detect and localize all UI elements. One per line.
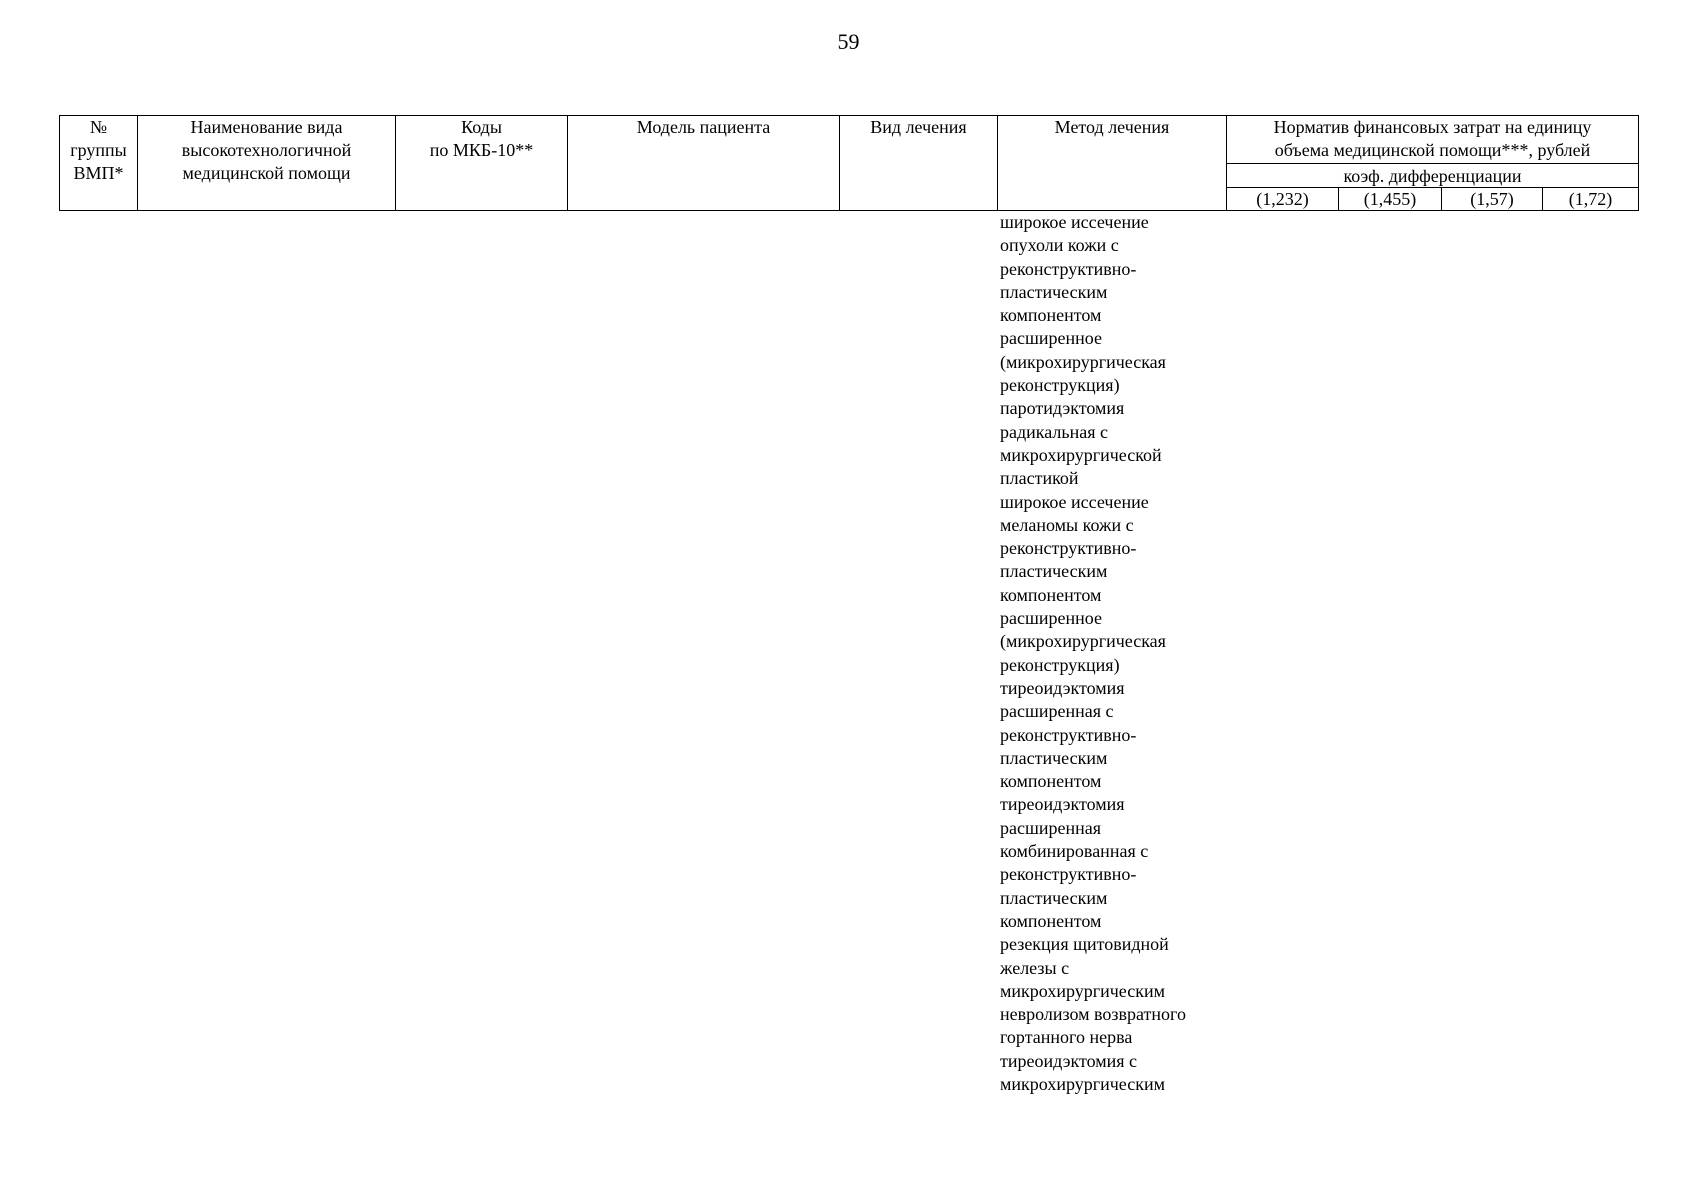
header-group-number-line: группы	[70, 140, 127, 160]
header-coef-1232: (1,232)	[1227, 188, 1339, 211]
method-line: расширенное	[1000, 328, 1102, 349]
method-line: гортанного нерва	[1000, 1027, 1133, 1048]
method-line: опухоли кожи с	[1000, 235, 1119, 256]
method-line: резекция щитовидной	[1000, 934, 1169, 955]
method-line: микрохирургической	[1000, 444, 1162, 465]
treatment-method-cell	[1000, 211, 1250, 1096]
method-line: реконструкция)	[1000, 375, 1120, 396]
header-icd-codes-line: Коды	[461, 117, 502, 137]
method-line: (микрохирургическая	[1000, 351, 1166, 372]
method-line: компонентом	[1000, 305, 1102, 326]
method-line: широкое иссечение	[1000, 212, 1149, 232]
method-line: пластическим	[1000, 747, 1108, 768]
method-line: микрохирургическим	[1000, 1073, 1165, 1094]
method-line: реконструктивно-	[1000, 724, 1137, 745]
method-line: пластическим	[1000, 887, 1108, 908]
header-group-number	[60, 116, 138, 211]
header-coef-157: (1,57)	[1442, 188, 1543, 211]
header-type-name-line: Наименование вида	[190, 117, 343, 137]
method-line: реконструктивно-	[1000, 864, 1137, 885]
method-line: радикальная с	[1000, 421, 1108, 442]
header-group-number-line: №	[89, 117, 108, 137]
header-cost-norm	[1227, 116, 1639, 164]
header-coef-1455: (1,455)	[1339, 188, 1442, 211]
header-cost-norm-line: Норматив финансовых затрат на единицу	[1273, 117, 1592, 137]
header-icd-codes-line: по МКБ-10**	[429, 140, 534, 160]
method-line: широкое иссечение	[1000, 491, 1149, 512]
header-patient-model: Модель пациента	[568, 116, 840, 211]
method-line: расширенное	[1000, 608, 1102, 629]
method-line: расширенная с	[1000, 701, 1114, 722]
method-line: тиреоидэктомия	[1000, 677, 1125, 698]
method-line: пластическим	[1000, 561, 1108, 582]
method-line: паротидэктомия	[1000, 398, 1125, 419]
method-line: тиреоидэктомия	[1000, 794, 1125, 815]
method-line: меланомы кожи с	[1000, 514, 1134, 535]
method-line: невролизом возвратного	[1000, 1004, 1186, 1025]
method-line: микрохирургическим	[1000, 980, 1165, 1001]
page-number: 59	[837, 29, 860, 54]
header-type-name-line: медицинской помощи	[182, 163, 351, 183]
method-line: реконструктивно-	[1000, 258, 1137, 279]
header-coef-title: коэф. дифференциации	[1227, 164, 1639, 188]
header-type-name	[138, 116, 396, 211]
vmp-table-header	[59, 115, 1639, 211]
method-line: компонентом	[1000, 771, 1102, 792]
method-line: пластическим	[1000, 281, 1108, 302]
header-treatment-method: Метод лечения	[998, 116, 1227, 211]
method-line: тиреоидэктомия с	[1000, 1050, 1138, 1071]
method-line: железы с	[1000, 957, 1070, 978]
header-icd-codes	[396, 116, 568, 211]
method-line: пластикой	[1000, 468, 1079, 489]
header-treatment-type: Вид лечения	[840, 116, 998, 211]
method-line: реконструкция)	[1000, 654, 1120, 675]
header-cost-norm-line: объема медицинской помощи***, рублей	[1274, 140, 1591, 160]
method-line: компонентом	[1000, 584, 1102, 605]
method-line: компонентом	[1000, 910, 1102, 931]
header-coef-172: (1,72)	[1543, 188, 1639, 211]
method-line: расширенная	[1000, 817, 1101, 838]
method-line: (микрохирургическая	[1000, 631, 1166, 652]
header-group-number-line: ВМП*	[73, 163, 124, 183]
header-type-name-line: высокотехнологичной	[181, 140, 352, 160]
method-line: комбинированная с	[1000, 841, 1149, 862]
method-line: реконструктивно-	[1000, 538, 1137, 559]
